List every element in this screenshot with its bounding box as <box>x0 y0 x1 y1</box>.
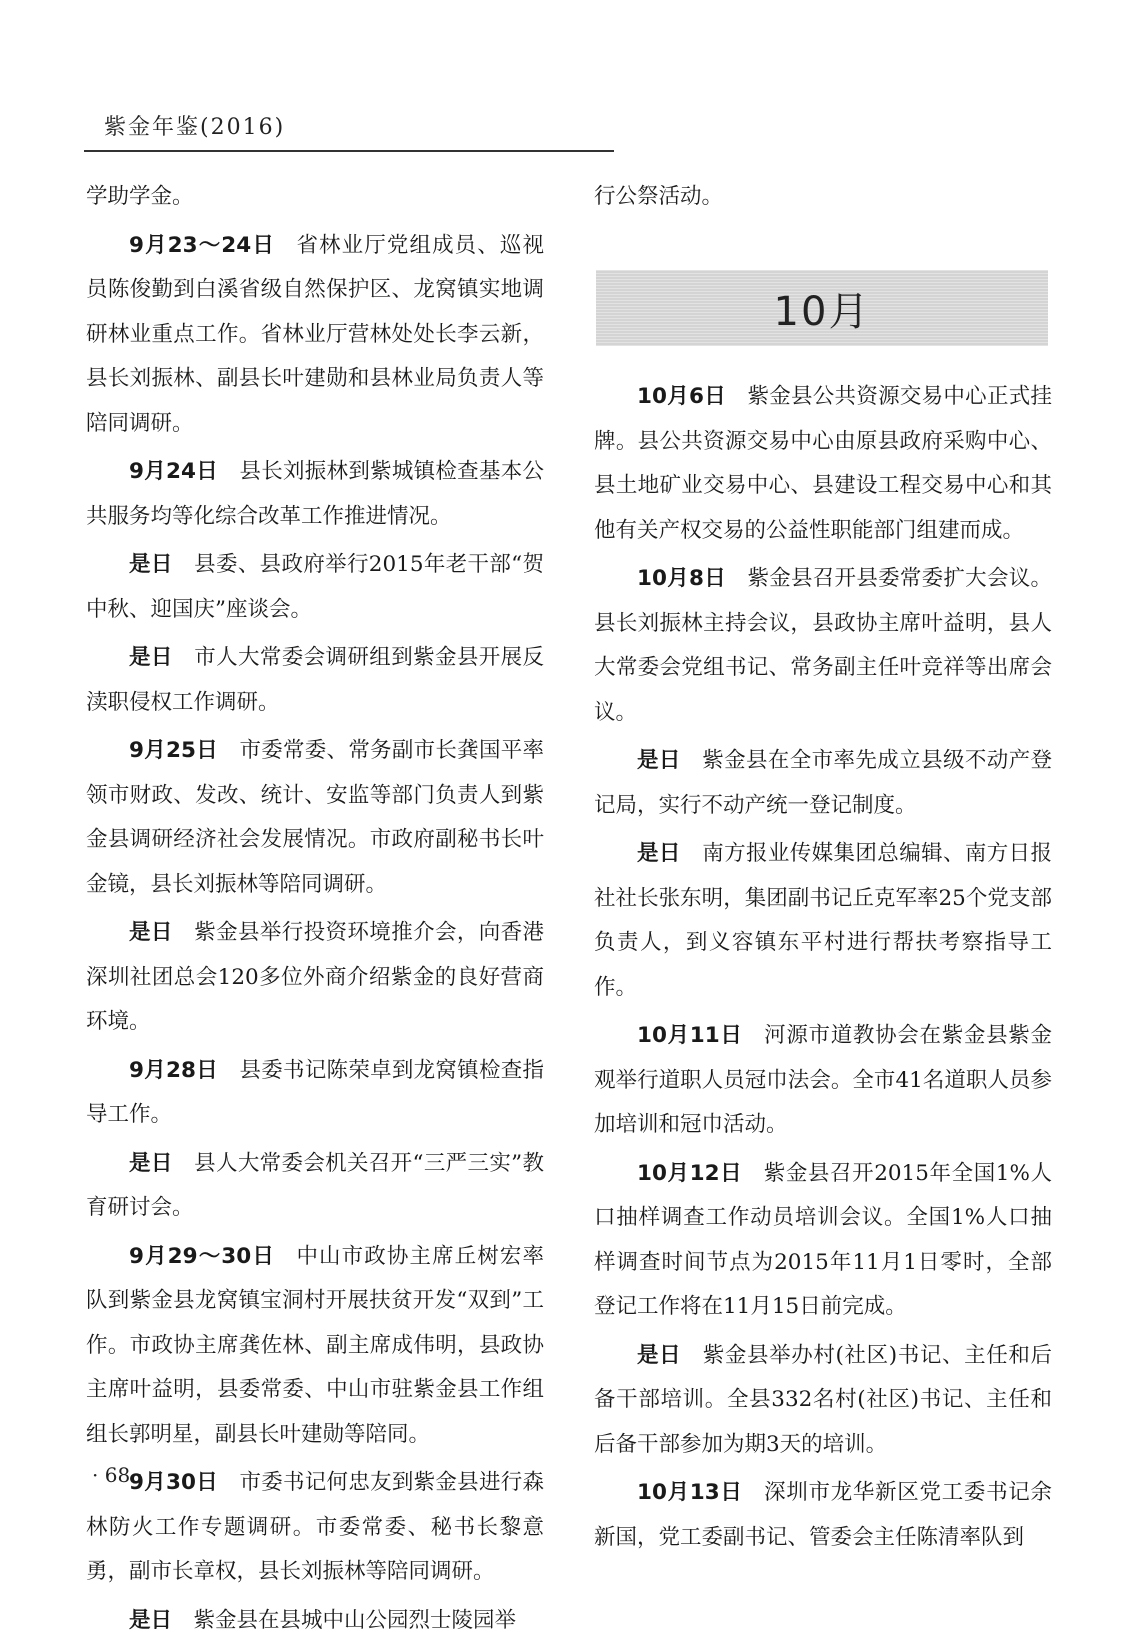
entry-date: 是日 <box>637 748 681 773</box>
entry-8 <box>86 1142 544 1231</box>
entry-text: 学助学金。 <box>86 184 194 209</box>
month-heading: 10月 <box>773 288 871 335</box>
entry-date: 是日 <box>129 1607 173 1633</box>
entry-date: 10月8日 <box>637 566 726 591</box>
right-column-top <box>594 175 1052 224</box>
entry-r2 <box>594 739 1052 828</box>
entry-r7 <box>594 1471 1052 1560</box>
entry-text: 县委书记陈荣卓到龙窝镇检查指导工作。 <box>86 1057 544 1127</box>
entry-text: 县长刘振林到紫城镇检查基本公共服务均等化综合改革工作推进情况。 <box>86 459 544 529</box>
entry-5 <box>86 729 544 907</box>
entry-0 <box>86 175 544 220</box>
entry-10 <box>86 1461 544 1595</box>
entry-date: 9月25日 <box>129 738 218 763</box>
entry-r6 <box>594 1334 1052 1468</box>
entry-text: 紫金县在全市率先成立县级不动产登记局，实行不动产统一登记制度。 <box>594 748 1052 818</box>
entry-1 <box>86 224 544 447</box>
entry-date: 10月6日 <box>637 384 726 409</box>
entry-text: 河源市道教协会在紫金县紫金观举行道职人员冠巾法会。全市41名道职人员参加培训和冠巾活动。 <box>594 1023 1052 1137</box>
entry-text: 县人大常委会机关召开“三严三实”教育研讨会。 <box>86 1150 544 1220</box>
left-column <box>86 175 544 1647</box>
entry-date: 是日 <box>129 645 173 670</box>
entry-7 <box>86 1049 544 1138</box>
entry-date: 9月24日 <box>129 459 218 484</box>
entry-r1 <box>594 557 1052 735</box>
entry-text: 深圳市龙华新区党工委书记余新国，党工委副书记、管委会主任陈清率队到 <box>594 1480 1052 1550</box>
entry-date: 是日 <box>637 841 681 866</box>
running-header: 紫金年鉴(2016) <box>104 115 286 140</box>
entry-date: 是日 <box>129 1150 173 1176</box>
entry-date: 10月11日 <box>637 1023 743 1048</box>
right-column <box>594 375 1052 1564</box>
entry-date: 是日 <box>129 552 173 577</box>
entry-continuation: 行公祭活动。 <box>594 184 724 209</box>
entry-text: 紫金县召开县委常委扩大会议。县长刘振林主持会议，县政协主席叶益明，县人大常委会党组书记、常务副主任叶竞祥等出席会议。 <box>594 566 1052 725</box>
entry-r0 <box>594 375 1052 553</box>
entry-6 <box>86 911 544 1045</box>
entry-date: 9月30日 <box>129 1470 218 1495</box>
entry-r4 <box>594 1014 1052 1148</box>
entry-9 <box>86 1235 544 1458</box>
entry-r5 <box>594 1152 1052 1330</box>
entry-date: 是日 <box>637 1342 682 1368</box>
entry-text: 紫金县公共资源交易中心正式挂牌。县公共资源交易中心由原县政府采购中心、县土地矿业交易中心、县建设工程交易中心和其他有关产权交易的公益性职能部门组建而成。 <box>594 384 1052 543</box>
entry-text: 县委、县政府举行2015年老干部“贺中秋、迎国庆”座谈会。 <box>86 552 544 622</box>
month-banner <box>596 270 1048 346</box>
entry-date: 9月28日 <box>129 1057 218 1083</box>
entry-date: 10月12日 <box>637 1160 743 1186</box>
entry-date: 是日 <box>129 920 173 945</box>
header-rule <box>84 150 614 152</box>
entry-date: 9月29～30日 <box>129 1243 275 1269</box>
entry-text: 紫金县在县城中山公园烈士陵园举 <box>193 1607 517 1633</box>
entry-11 <box>86 1599 544 1644</box>
page-number: · 68 · <box>92 1463 143 1487</box>
entry-text: 中山市政协主席丘树宏率队到紫金县龙窝镇宝洞村开展扶贫开发“双到”工作。市政协主席龚佐林、副主席成伟明，县政协主席叶益明，县委常委、中山市驻紫金县工作组组长郭明星，副县长叶建勋等陪同。 <box>86 1243 544 1447</box>
entry-text: 紫金县举行投资环境推介会，向香港深圳社团总会120多位外商介绍紫金的良好营商环境。 <box>86 920 544 1034</box>
entry-4 <box>86 636 544 725</box>
entry-2 <box>86 450 544 539</box>
entry-text: 南方报业传媒集团总编辑、南方日报社社长张东明，集团副书记丘克军率25个党支部负责人，到义容镇东平村进行帮扶考察指导工作。 <box>594 841 1052 1000</box>
entry-text: 省林业厅党组成员、巡视员陈俊勤到白溪省级自然保护区、龙窝镇实地调研林业重点工作。省林业厅营林处处长李云新，县长刘振林、副县长叶建勋和县林业局负责人等陪同调研。 <box>86 232 544 436</box>
entry-r3 <box>594 832 1052 1010</box>
entry-text: 紫金县举办村(社区)书记、主任和后备干部培训。全县332名村(社区)书记、主任和后备干部参加为期3天的培训。 <box>594 1342 1052 1457</box>
entry-text: 市委常委、常务副市长龚国平率领市财政、发改、统计、安监等部门负责人到紫金县调研经济社会发展情况。市政府副秘书长叶金镜，县长刘振林等陪同调研。 <box>86 738 544 897</box>
entry-text: 市委书记何忠友到紫金县进行森林防火工作专题调研。市委常委、秘书长黎意勇，副市长章权，县长刘振林等陪同调研。 <box>86 1470 544 1584</box>
entry-text: 市人大常委会调研组到紫金县开展反渎职侵权工作调研。 <box>86 645 544 715</box>
entry-text: 紫金县召开2015年全国1%人口抽样调查工作动员培训会议。全国1%人口抽样调查时间节点为2015年11月1日零时，全部登记工作将在11月15日前完成。 <box>594 1160 1052 1319</box>
entry-3 <box>86 543 544 632</box>
entry-date: 10月13日 <box>637 1480 743 1505</box>
entry-date: 9月23～24日 <box>129 232 275 258</box>
